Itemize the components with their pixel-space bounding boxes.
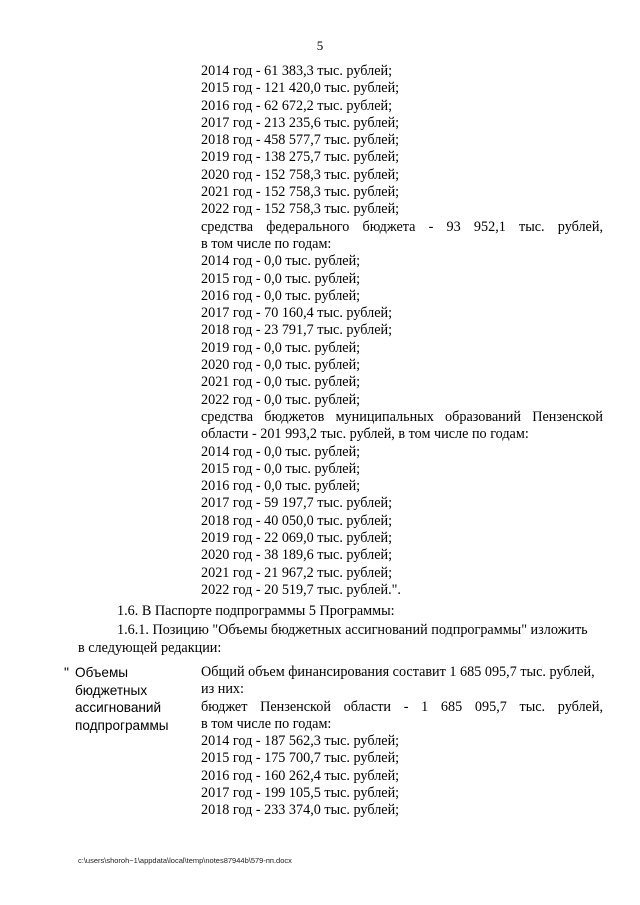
list-item: 2016 год - 160 262,4 тыс. рублей;	[201, 767, 400, 784]
list-item: 2017 год - 70 160,4 тыс. рублей;	[201, 305, 393, 322]
list-item: 2022 год - 20 519,7 тыс. рублей.".	[201, 581, 401, 598]
list-item: 2021 год - 0,0 тыс. рублей;	[201, 374, 361, 391]
row-label-line: ассигнований	[75, 700, 162, 716]
list-item: 2015 год - 175 700,7 тыс. рублей;	[201, 750, 400, 767]
federal-heading: средства федерального бюджета - 93 952,1 тыс. рублей,	[201, 218, 603, 235]
list-item: 2019 год - 22 069,0 тыс. рублей;	[201, 530, 393, 547]
total-funding-continuation: из них:	[201, 681, 244, 698]
regional-budget-subheading: в том числе по годам:	[201, 715, 332, 732]
list-item: 2016 год - 0,0 тыс. рублей;	[201, 478, 361, 495]
municipal-subheading: области - 201 993,2 тыс. рублей, в том числе по годам:	[201, 426, 529, 443]
page-number: 5	[316, 38, 324, 53]
list-item: 2015 год - 0,0 тыс. рублей;	[201, 460, 361, 477]
list-item: 2018 год - 40 050,0 тыс. рублей;	[201, 512, 393, 529]
row-label-funding	[75, 664, 195, 734]
list-item: 2022 год - 152 758,3 тыс. рублей;	[201, 201, 400, 218]
document-file-path: c:\users\shoroh~1\appdata\local\temp\notes87944b\579-пп.docx	[78, 856, 292, 865]
row-label-line: подпрограммы	[75, 717, 169, 733]
federal-subheading: в том числе по годам:	[201, 235, 332, 252]
list-item: 2016 год - 0,0 тыс. рублей;	[201, 287, 361, 304]
list-item: 2019 год - 138 275,7 тыс. рублей;	[201, 149, 400, 166]
opening-quote-mark: "	[64, 664, 69, 680]
municipal-heading: средства бюджетов муниципальных образований Пензенской	[201, 408, 603, 425]
list-item: 2014 год - 0,0 тыс. рублей;	[201, 253, 361, 270]
regional-budget-heading: бюджет Пензенской области - 1 685 095,7 тыс. рублей,	[201, 698, 603, 715]
list-item: 2021 год - 21 967,2 тыс. рублей;	[201, 564, 393, 581]
list-item: 2014 год - 61 383,3 тыс. рублей;	[201, 63, 393, 79]
list-item: 2016 год - 62 672,2 тыс. рублей;	[201, 97, 393, 114]
list-item: 2020 год - 38 189,6 тыс. рублей;	[201, 547, 393, 564]
list-item: 2015 год - 121 420,0 тыс. рублей;	[201, 80, 400, 97]
list-item: 2019 год - 0,0 тыс. рублей;	[201, 339, 361, 356]
total-funding-line: Общий объем финансирования составит 1 685 095,7 тыс. рублей,	[201, 664, 595, 680]
list-item: 2018 год - 233 374,0 тыс. рублей;	[201, 802, 400, 819]
paragraph-1-6-1-continuation: в следующей редакции:	[78, 640, 222, 656]
row-label-line: бюджетных	[75, 682, 148, 698]
list-item: 2020 год - 0,0 тыс. рублей;	[201, 357, 361, 374]
regional-years-list	[201, 63, 603, 599]
list-item: 2020 год - 152 758,3 тыс. рублей;	[201, 166, 400, 183]
list-item: 2018 год - 458 577,7 тыс. рублей;	[201, 132, 400, 149]
list-item: 2021 год - 152 758,3 тыс. рублей;	[201, 184, 400, 201]
paragraph-1-6-1: 1.6.1. Позицию "Объемы бюджетных ассигнований подпрограммы" изложить	[117, 622, 588, 638]
list-item: 2014 год - 0,0 тыс. рублей;	[201, 443, 361, 460]
list-item: 2015 год - 0,0 тыс. рублей;	[201, 270, 361, 287]
list-item: 2017 год - 213 235,6 тыс. рублей;	[201, 114, 400, 131]
list-item: 2022 год - 0,0 тыс. рублей;	[201, 391, 361, 408]
list-item: 2018 год - 23 791,7 тыс. рублей;	[201, 322, 393, 339]
list-item: 2014 год - 187 562,3 тыс. рублей;	[201, 733, 400, 750]
list-item: 2017 год - 199 105,5 тыс. рублей;	[201, 785, 400, 802]
paragraph-1-6: 1.6. В Паспорте подпрограммы 5 Программы:	[117, 603, 395, 619]
row-label-line: Объемы	[75, 665, 129, 680]
funding-content	[201, 664, 603, 820]
list-item: 2017 год - 59 197,7 тыс. рублей;	[201, 495, 393, 512]
